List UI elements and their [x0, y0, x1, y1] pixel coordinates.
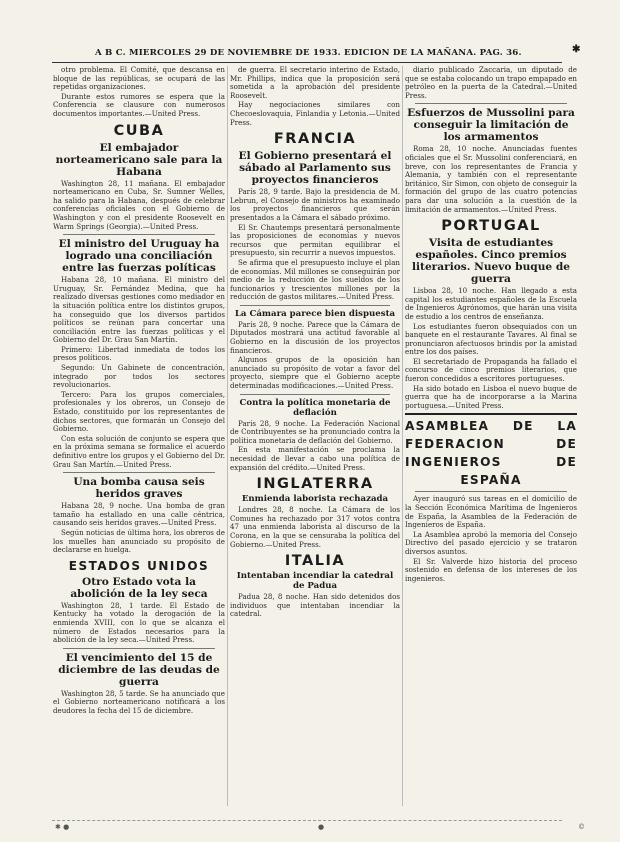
article-headline: El ministro del Uruguay ha logrado una conciliación entre las fuerzas políticas: [58, 238, 220, 275]
article-text: El Sr. Chautemps presentará personalmente las proposiciones de economías y nuevos recursos que permitan equilibrar el presupuesto, sin recurrir a nuevos impuestos.: [230, 222, 400, 258]
section-heading-inglaterra: INGLATERRA: [256, 476, 374, 493]
article-headline: El Gobierno presentará el sábado al Parlamento sus proyectos financieros: [238, 150, 392, 187]
article-text: Roma 28, 10 noche. Anunciadas fuentes oficiales que el Sr. Mussolini conferenciará, en breve, con los representantes de Francia y Alemania, y también con el representante británico, Sir Simon, con objeto de conseguir la formación del grupo de las cuatro potencias para dar una solución a la cuestión de la limitación de armamentos.—United Press.: [405, 144, 577, 214]
article-text: de guerra. El secretario interino de Estado, Mr. Phillips, indica que la proposición será sometida a la aprobación del presidente Roosevelt.: [230, 66, 400, 100]
article-text: París 28, 9 noche. La Federación Nacional de Contribuyentes se ha pronunciado contra la política monetaria de deflación del Gobierno.: [230, 418, 400, 445]
article-headline: El embajador norteamericano sale para la Habana: [55, 141, 223, 178]
section-heading-portugal: PORTUGAL: [441, 218, 541, 235]
article-text: Primero: Libertad inmediata de todos los presos políticos.: [53, 344, 225, 363]
article-headline: Enmienda laborista rechazada: [241, 494, 389, 505]
asamblea-headline-line: INGENIEROS DE: [405, 455, 577, 470]
article-text: Ayer inauguró sus tareas en el domicilio de la Sección Económica Marítima de Ingenieros de España, la Asamblea de la Federación de Ingenieros de España.: [405, 494, 577, 530]
section-heading-francia: FRANCIA: [273, 131, 357, 148]
footer-mark-left: ✱ ●: [55, 823, 70, 831]
article-text: El Sr. Valverde hizo historia del proceso sostenido en defensa de los intereses de los ingenieros.: [405, 556, 577, 583]
asamblea-headline-line: ASAMBLEA DE LA: [405, 419, 577, 434]
article-text: Padua 28, 8 noche. Han sido detenidos dos individuos que intentaban incendiar la catedral.: [230, 592, 400, 619]
article-separator: [63, 234, 215, 235]
article-headline: Contra la política monetaria de deflación: [239, 397, 391, 418]
column-3: [405, 66, 577, 806]
article-separator: [63, 648, 215, 649]
footer-mark-right: ©: [578, 823, 585, 831]
article-separator: [240, 394, 390, 395]
article-headline: Visita de estudiantes españoles. Cinco premios literarios. Nuevo buque de guerra: [412, 237, 570, 286]
header-rule: [52, 62, 562, 63]
header-mark: ✱: [572, 44, 581, 55]
article-text: Habana 28, 10 mañana. El ministro del Uruguay, Sr. Fernández Medina, que ha realizado diversas gestiones como mediador en la situación política entre los distintos grupos, ha conseguido que los diversos partidos políticos se reúnan para concertar una conciliación entre las fuerzas políticas y el Gobierno del Dr. Grau San Martín.: [53, 275, 225, 345]
article-text: Washington 28, 11 mañana. El embajador norteamericano en Cuba, Sr. Sumner Welles, ha salido para la Habana, después de celebrar conferencias oficiales con el Gobierno de Washington y con el presidente Roosevelt en Warm Springs (Georgia).—United Press.: [53, 178, 225, 231]
article-text: diario publicado Zaccaria, un diputado de que se estaba colocando un trapo empapado en petróleo en la puerta de la Catedral.—United Press.: [405, 66, 577, 100]
article-text: Tercero: Para los grupos comerciales, profesionales y los obreros, un Consejo de Estado, constituido por los representantes de dichos sectores, que formarán un Consejo del Gobierno.: [53, 389, 225, 434]
article-text: Washington 28, 5 tarde. Se ha anunciado que el Gobierno norteamericano notificará a los deudores la fecha del 15 de diciembre.: [53, 688, 225, 715]
asamblea-headline-line: ESPAÑA: [460, 473, 522, 488]
asamblea-headline-line: FEDERACION DE: [405, 437, 577, 452]
article-text: Londres 28, 8 noche. La Cámara de los Comunes ha rechazado por 317 votos contra 47 una enmienda laborista al discurso de la Corona, en la que se censuraba la política del Gobierno.—United Press.: [230, 505, 400, 549]
article-text: otro problema. El Comité, que descansa en bloque de las repúblicas, se ocupará de las repetidas organizaciones.: [53, 66, 225, 92]
article-text: Habana 28, 9 noche. Una bomba de gran tamaño ha estallado en una calle céntrica, causando seis heridos graves.—United Press.: [53, 501, 225, 528]
article-separator: [240, 305, 390, 306]
article-headline: El vencimiento del 15 de diciembre de las deudas de guerra: [58, 651, 220, 688]
page-header: A B C. MIERCOLES 29 DE NOVIEMBRE DE 1933. EDICION DE LA MAÑANA. PAG. 36.: [95, 48, 522, 58]
article-text: París 28, 9 noche. Parece que la Cámara de Diputados mostrará una actitud favorable al Gobierno en la discusión de los proyectos financieros.: [230, 319, 400, 355]
article-text: París 28, 9 tarde. Bajo la presidencia de M. Lebrun, el Consejo de ministros ha examinado los proyectos financieros que serán presentados a la Cámara el sábado próximo.: [230, 187, 400, 222]
section-heading-eeuu: ESTADOS UNIDOS: [68, 558, 210, 573]
article-headline: La Cámara parece bien dispuesta: [234, 308, 396, 319]
article-headline: Otro Estado vota la abolición de la ley seca: [70, 575, 208, 600]
footer-mark-center: ●: [318, 823, 325, 831]
column-divider: [402, 66, 403, 806]
column-2: [230, 66, 400, 806]
article-text: Lisboa 28, 10 noche. Han llegado a esta capital los estudiantes españoles de la Escuela de Ingenieros Agrónomos, que harán una visita de estudio a los centros de enseñanza.: [405, 286, 577, 321]
article-separator: [415, 491, 567, 492]
section-heading-cuba: CUBA: [113, 122, 165, 139]
article-headline: Una bomba causa seis heridos graves: [73, 476, 205, 501]
article-separator: [415, 103, 567, 104]
section-heading-italia: ITALIA: [284, 553, 346, 570]
article-text: Durante estos rumores se espera que la Conferencia se clausure con numerosos documentos importantes.—United Press.: [53, 91, 225, 118]
article-headline: Esfuerzos de Mussolini para conseguir la limitación de los armamentos: [407, 107, 575, 144]
article-text: En esta manifestación se proclama la necesidad de llevar a cabo una política de expansión del crédito.—United Press.: [230, 445, 400, 472]
article-text: Algunos grupos de la oposición han anunciado su propósito de votar a favor del proyecto, siempre que el Gobierno acepte determinadas modificaciones.—United Press.: [230, 355, 400, 391]
article-headline: Intentaban incendiar la catedral de Padua: [236, 571, 394, 592]
article-text: Hay negociaciones similares con Checoeslovaquia, Finlandia y Letonia.—United Press.: [230, 100, 400, 127]
article-text: Con esta solución de conjunto se espera que en la próxima semana se formalice el acuerdo definitivo entre los grupos y el Gobierno del Dr. Grau San Martín.—United Press.: [53, 433, 225, 469]
article-text: Segundo: Un Gabinete de concentración, integrado por todos los sectores revolucionarios.: [53, 363, 225, 390]
article-text: El secretariado de Propaganda ha fallado el concurso de cinco premios literarios, que fueron concedidos a escritores portugueses.: [405, 356, 577, 384]
column-divider: [227, 66, 228, 806]
article-separator: [405, 413, 577, 415]
article-text: La Asamblea aprobó la memoria del Consejo Directivo del pasado ejercicio y se trataron diversos asuntos.: [405, 529, 577, 556]
article-text: Washington 28, 1 tarde. El Estado de Kentucky ha votado la derogación de la enmienda XVIII, con lo que se alcanza el número de Estados necesarios para la abolición de la ley seca.—United Press.: [53, 600, 225, 645]
article-text: Según noticias de última hora, los obreros de los muelles han anunciado su propósito de declararse en huelga.: [53, 527, 225, 555]
article-text: Los estudiantes fueron obsequiados con un banquete en el restaurante Tavares. Al final se pronunciaron afectuosos brindis por la amistad entre los dos países.: [405, 321, 577, 357]
footer-rule: [52, 820, 562, 821]
article-text: Se afirma que el presupuesto incluye el plan de economías. Mil millones se conseguirán por medio de la reducción de los sueldos de los funcionarios y trescientos millones por la reducción de gastos militares.—United Press.: [230, 257, 400, 302]
column-1: [53, 66, 225, 806]
article-separator: [63, 472, 215, 473]
article-text: Ha sido botado en Lisboa el nuevo buque de guerra que ha de incorporarse a la Marina portuguesa.—United Press.: [405, 383, 577, 410]
